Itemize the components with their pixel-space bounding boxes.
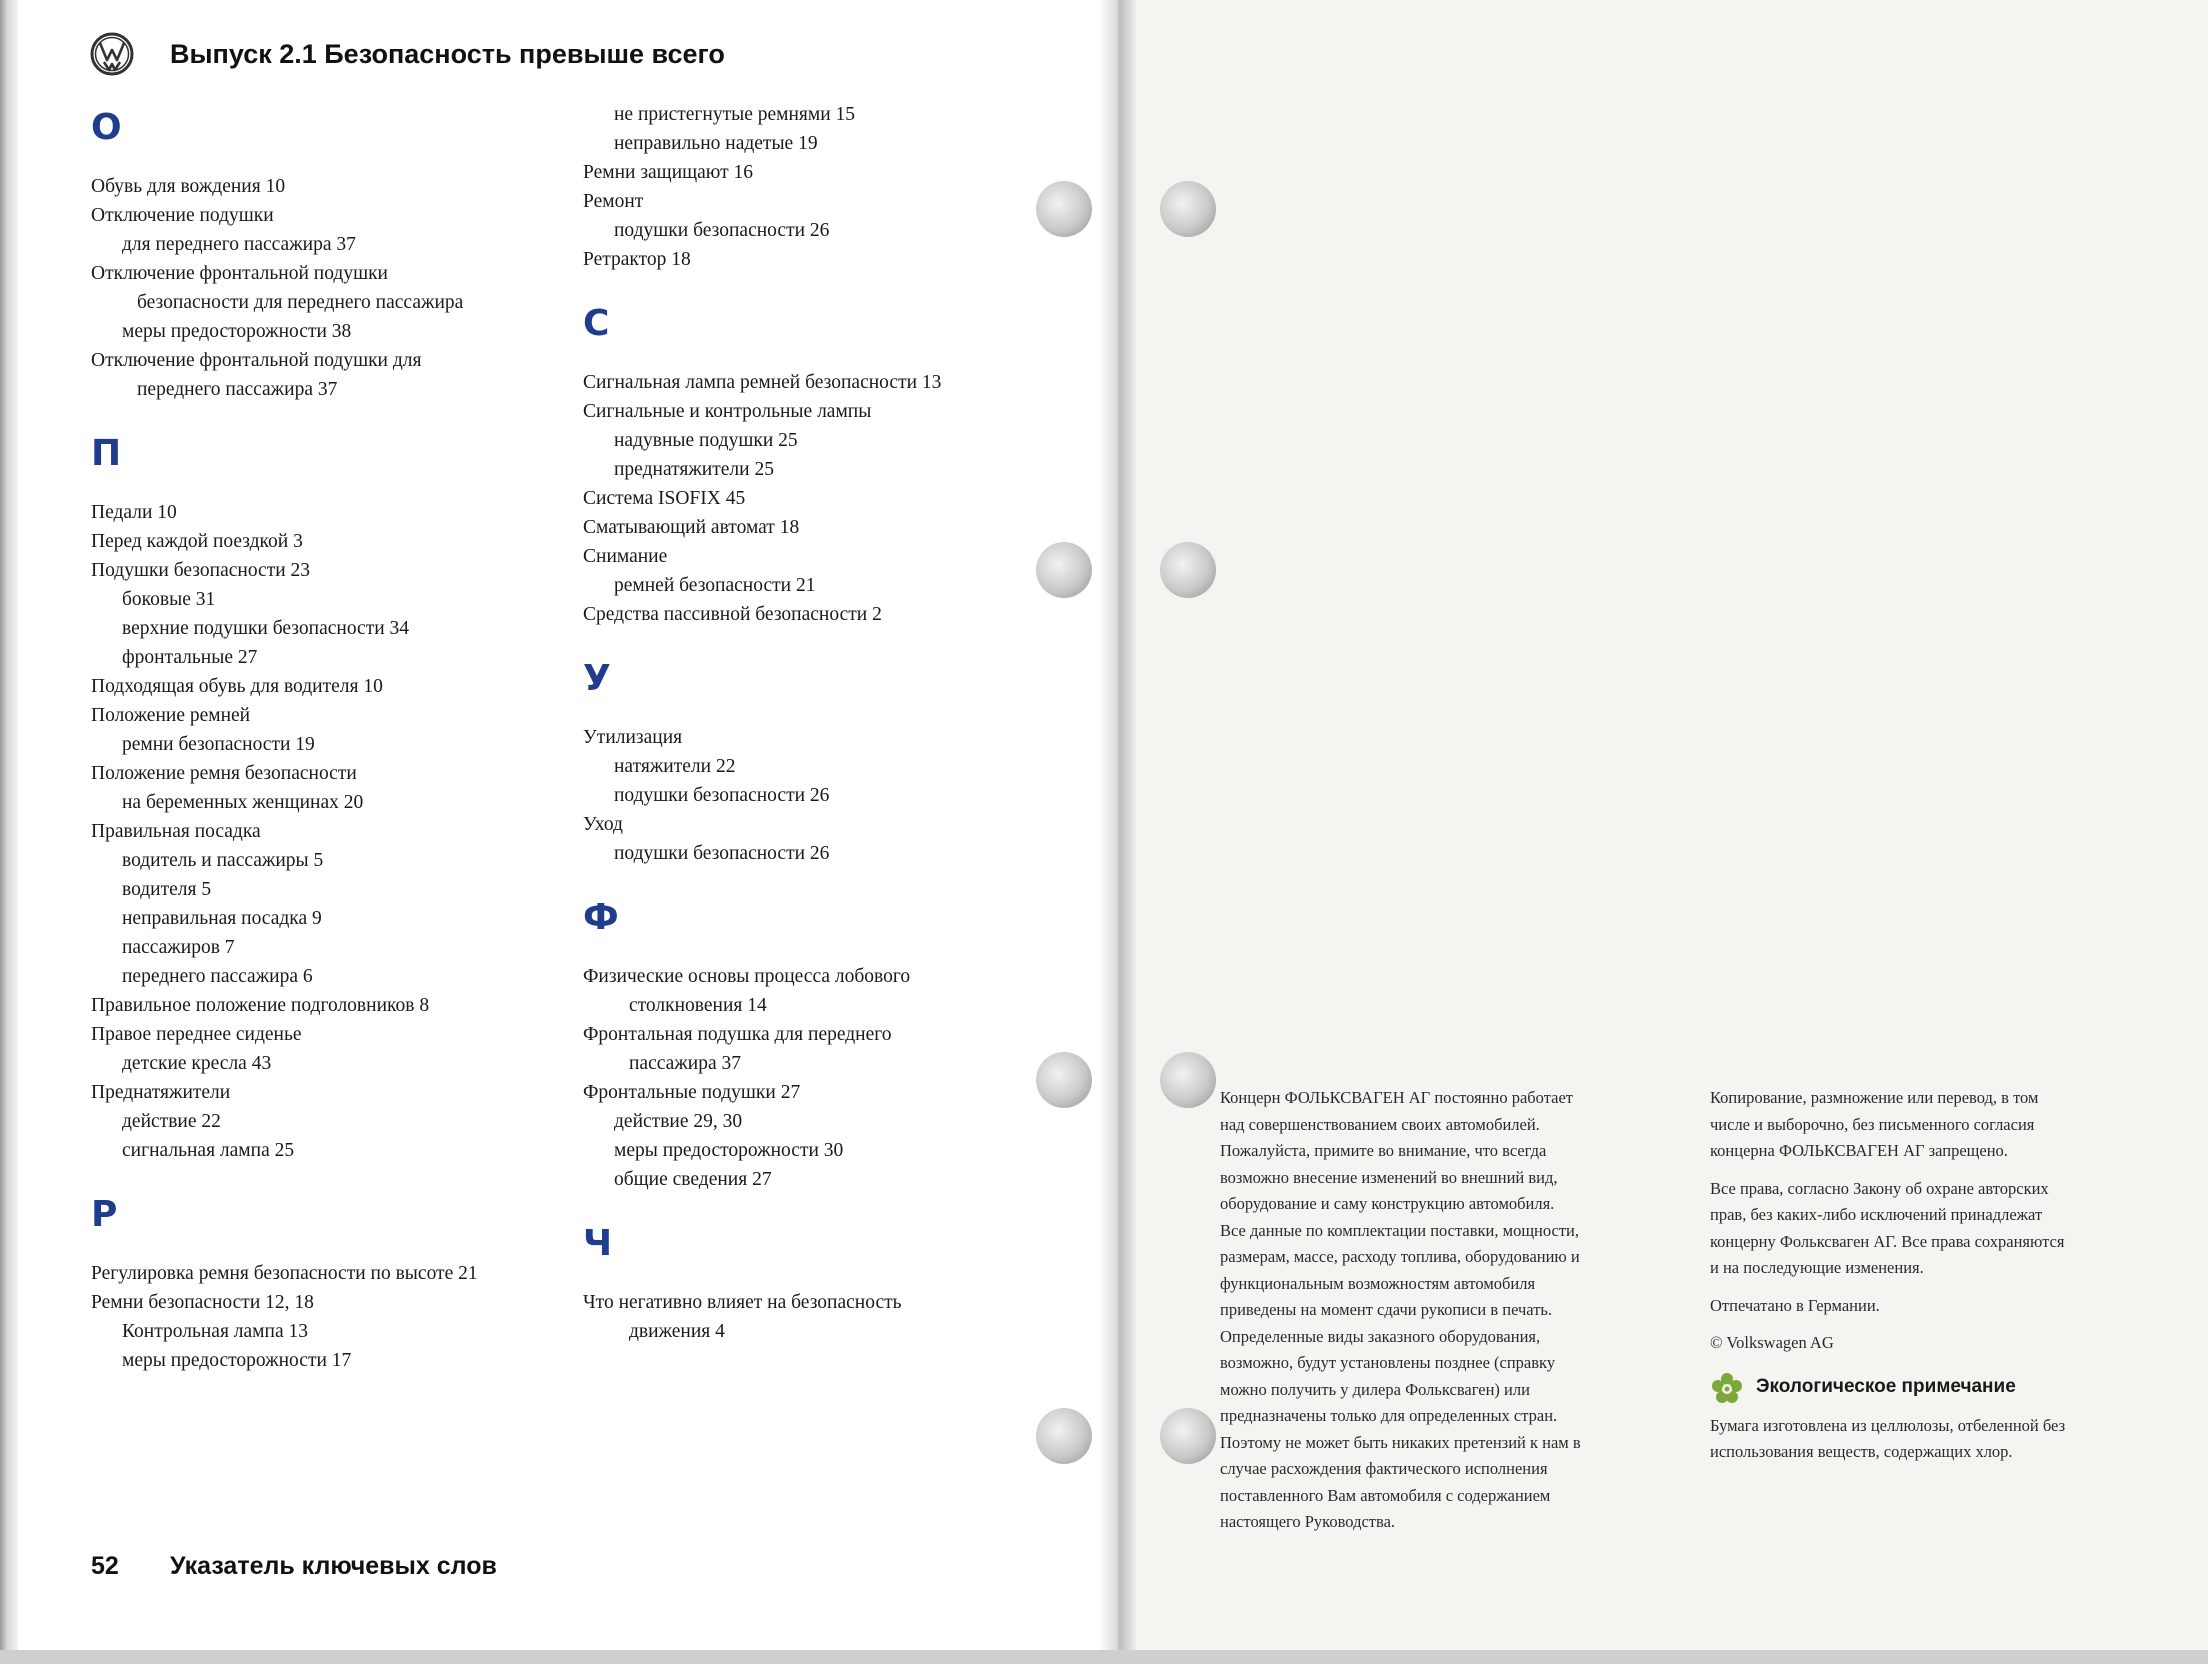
index-subentry: действие 22 <box>122 1111 221 1132</box>
index-letter: Р <box>91 1194 118 1235</box>
index-entry: Подушки безопасности 23 <box>91 560 311 581</box>
copying-paragraph <box>1710 1085 2170 1165</box>
index-entry: Ремонт <box>583 191 644 212</box>
header-title: Выпуск 2.1 Безопасность превыше всего <box>170 38 725 69</box>
imprint-line: возможно, будут установлены позднее (справку <box>1220 1353 1556 1372</box>
index-entry-continuation: пассажира 37 <box>629 1053 741 1074</box>
index-entry: Ретрактор 18 <box>583 249 691 270</box>
binder-hole <box>1160 181 1216 237</box>
index-entry: Ремни защищают 16 <box>583 162 754 183</box>
index-entry: Отключение подушки <box>91 205 274 226</box>
index-subentry: подушки безопасности 26 <box>614 220 830 241</box>
imprint-line: настоящего Руководства. <box>1220 1512 1396 1531</box>
index-entry-continuation: переднего пассажира 37 <box>137 379 338 400</box>
index-entry: Положение ремня безопасности <box>91 763 357 784</box>
copyright-line: © Volkswagen AG <box>1710 1333 1834 1352</box>
index-subentry: боковые 31 <box>122 589 216 610</box>
imprint-line: приведены на момент сдачи рукописи в печать. <box>1220 1300 1553 1319</box>
index-entry: Сигнальные и контрольные лампы <box>583 401 872 422</box>
index-entry: Отключение фронтальной подушки для <box>91 350 422 371</box>
imprint-notice <box>1220 1085 1680 1536</box>
page-footer <box>91 1552 497 1581</box>
binder-hole <box>1160 1052 1216 1108</box>
index-entry: Правое переднее сиденье <box>91 1024 302 1045</box>
index-entry-continuation: движения 4 <box>629 1321 725 1342</box>
index-entry: Сигнальная лампа ремней безопасности 13 <box>583 372 942 393</box>
index-entry: Отключение фронтальной подушки <box>91 263 388 284</box>
index-subentry: верхние подушки безопасности 34 <box>122 618 410 639</box>
imprint-line: Определенные виды заказного оборудования, <box>1220 1326 1541 1346</box>
rights-paragraph <box>1710 1176 2170 1282</box>
index-entry: Фронтальные подушки 27 <box>583 1082 801 1103</box>
imprint-line: Копирование, размножение или перевод, в том <box>1710 1088 2039 1107</box>
index-subentry: меры предосторожности 38 <box>122 321 352 342</box>
index-letter: С <box>583 303 610 344</box>
index-subentry: меры предосторожности 30 <box>614 1140 844 1161</box>
binder-hole <box>1160 1408 1216 1464</box>
index-subentry: преднатяжители 25 <box>614 459 774 480</box>
index-subentry: ремни безопасности 19 <box>122 734 315 755</box>
index-letter: Ч <box>583 1223 613 1264</box>
index-subentry: общие сведения 27 <box>614 1169 772 1190</box>
footer-title: Указатель ключевых слов <box>170 1552 497 1580</box>
index-entry: Физические основы процесса лобового <box>583 966 911 987</box>
imprint-line: концерну Фольксваген АГ. Все права сохраняются <box>1710 1231 2065 1251</box>
book-edge <box>0 0 18 1664</box>
imprint-line: Концерн ФОЛЬКСВАГЕН АГ постоянно работает <box>1220 1088 1573 1107</box>
vw-logo-icon <box>90 32 134 76</box>
index-letter: О <box>91 107 122 148</box>
imprint-line: случае расхождения фактического исполнения <box>1220 1459 1548 1478</box>
imprint-line: функциональным возможностям автомобиля <box>1220 1273 1536 1293</box>
index-subentry: водителя 5 <box>122 879 212 900</box>
index-subentry: подушки безопасности 26 <box>614 843 830 864</box>
index-entry: Преднатяжители <box>91 1082 231 1103</box>
index-entry: Обувь для вождения 10 <box>91 176 286 197</box>
index-entry: Снимание <box>583 546 668 567</box>
index-entry: Положение ремней <box>91 705 251 726</box>
index-subentry: не пристегнутые ремнями 15 <box>614 104 856 125</box>
imprint-line: возможно внесение изменений во внешний вид, <box>1220 1167 1558 1187</box>
page-number: 52 <box>91 1552 119 1580</box>
imprint-line: Все права, согласно Закону об охране авторских <box>1710 1178 2049 1198</box>
index-letter: У <box>583 658 611 699</box>
imprint-line: Пожалуйста, примите во внимание, что всегда <box>1220 1141 1547 1160</box>
index-entry: Утилизация <box>583 727 683 748</box>
printed-in: Отпечатано в Германии. <box>1710 1295 1880 1315</box>
index-subentry: фронтальные 27 <box>122 647 258 668</box>
index-subentry: пассажиров 7 <box>122 937 235 958</box>
book-spine <box>1100 0 1136 1664</box>
imprint-line: Поэтому не может быть никаких претензий к нам в <box>1220 1432 1581 1452</box>
index-entry-continuation: безопасности для переднего пассажира <box>137 292 464 313</box>
imprint-line: прав, без каких-либо исключений принадлежат <box>1710 1205 2043 1224</box>
index-subentry: неправильно надетые 19 <box>614 133 818 154</box>
index-subentry: подушки безопасности 26 <box>614 785 830 806</box>
imprint-line: числе и выборочно, без письменного согласия <box>1710 1114 2035 1134</box>
index-column-2 <box>583 100 1083 1346</box>
imprint-line: поставленного Вам автомобиля с содержанием <box>1220 1485 1551 1505</box>
eco-note-text <box>1710 1413 2170 1466</box>
index-entry: Педали 10 <box>91 502 177 523</box>
binder-hole <box>1036 1408 1092 1464</box>
index-letter: П <box>91 433 122 474</box>
page-header <box>90 32 725 76</box>
eco-note-heading <box>1710 1371 2170 1405</box>
imprint-line: и на последующие изменения. <box>1710 1258 1924 1277</box>
index-entry: Подходящая обувь для водителя 10 <box>91 676 383 697</box>
imprint-line: можно получить у дилера Фольксваген) или <box>1220 1379 1530 1399</box>
imprint-line: использования веществ, содержащих хлор. <box>1710 1442 2013 1461</box>
imprint-line: размерам, массе, расходу топлива, оборудованию и <box>1220 1247 1580 1266</box>
imprint-line: Бумага изготовлена из целлюлозы, отбеленной без <box>1710 1415 2066 1435</box>
index-subentry: действие 29, 30 <box>614 1111 743 1132</box>
index-subentry: Контрольная лампа 13 <box>122 1321 308 1342</box>
imprint-line: Все данные по комплектации поставки, мощности, <box>1220 1220 1580 1240</box>
index-subentry: ремней безопасности 21 <box>614 575 816 596</box>
index-column-1 <box>91 106 561 1375</box>
index-entry: Правильная посадка <box>91 821 261 842</box>
binder-hole <box>1160 542 1216 598</box>
index-subentry: детские кресла 43 <box>122 1053 272 1074</box>
index-subentry: натяжители 22 <box>614 756 736 777</box>
index-entry: Фронтальная подушка для переднего <box>583 1024 892 1045</box>
index-entry: Средства пассивной безопасности 2 <box>583 604 882 625</box>
index-entry: Что негативно влияет на безопасность <box>583 1292 902 1313</box>
copyright-notice <box>1710 1085 2170 1466</box>
index-subentry: надувные подушки 25 <box>614 430 798 451</box>
imprint-line: над совершенствованием своих автомобилей. <box>1220 1114 1540 1134</box>
imprint-line: оборудование и саму конструкцию автомобиля. <box>1220 1194 1555 1213</box>
index-subentry: на беременных женщинах 20 <box>122 792 364 813</box>
page-bottom-edge <box>0 1650 2208 1664</box>
index-entry: Сматывающий автомат 18 <box>583 517 800 538</box>
imprint-line: концерна ФОЛЬКСВАГЕН АГ запрещено. <box>1710 1141 2008 1160</box>
eco-note-title: Экологическое примечание <box>1756 1376 2016 1398</box>
index-entry: Ремни безопасности 12, 18 <box>91 1292 314 1313</box>
index-entry-continuation: столкновения 14 <box>629 995 767 1016</box>
index-entry: Перед каждой поездкой 3 <box>91 531 303 552</box>
index-letter: Ф <box>583 897 619 938</box>
index-entry: Уход <box>583 814 623 835</box>
index-subentry: неправильная посадка 9 <box>122 908 322 929</box>
eco-flower-icon <box>1710 1371 1744 1405</box>
index-entry: Система ISOFIX 45 <box>583 488 746 509</box>
imprint-line: предназначены только для определенных стран. <box>1220 1406 1558 1425</box>
index-subentry: переднего пассажира 6 <box>122 966 313 987</box>
index-subentry: для переднего пассажира 37 <box>122 234 356 255</box>
index-entry: Регулировка ремня безопасности по высоте 21 <box>91 1263 478 1284</box>
index-subentry: сигнальная лампа 25 <box>122 1140 295 1161</box>
index-subentry: меры предосторожности 17 <box>122 1350 352 1371</box>
index-subentry: водитель и пассажиры 5 <box>122 850 324 871</box>
index-entry: Правильное положение подголовников 8 <box>91 995 430 1016</box>
